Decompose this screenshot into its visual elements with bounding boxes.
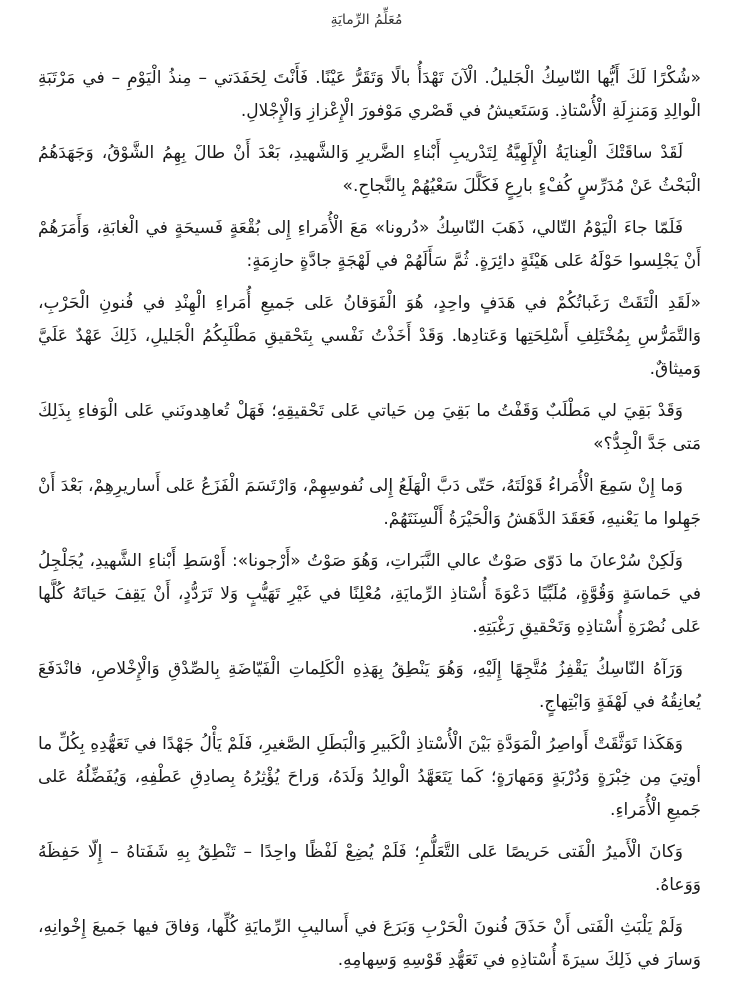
paragraph-9: وَهَكَذا تَوَثَّقَتْ أَواصِرُ الْمَوَدَّةِ بَيْنَ الْأُسْتاذِ الْكَبيرِ وَالْبَطَلِ الصَّغيرِ، فَلَمْ يَأْلُ جَهْدًا في تَعَهُّدِهِ بِكُلِّ ما أوتِيَ مِن خِبْرَةٍ وَدُرْبَةٍ وَمَهارَةٍ؛ كَما يَتَعَهَّدُ الْوالِدُ وَلَدَهُ، وَراحَ يُؤْثِرُهُ بِصادِقِ عَطْفِهِ، وَيُفَضِّلُهُ عَلى جَميعِ الْأُمَراءِ. bbox=[38, 734, 701, 820]
paragraph-11: وَلَمْ يَلْبَثِ الْفَتى أَنْ حَذَقَ فُنونَ الْحَرْبِ وَبَرَعَ في أَساليبِ الرِّمايَةِ كُلِّها، وَفاقَ فيها جَميعَ إِخْوانِهِ، وَسارَ في ذَلِكَ سيرَةَ أُسْتاذِهِ في تَعَهُّدِ قَوْسِهِ وَسِهامِهِ. bbox=[38, 917, 701, 970]
paragraph-8: وَرَآهُ النّاسِكُ يَقْفِزُ مُتَّجِهًا إِلَيْهِ، وَهُوَ يَنْطِقُ بِهَذِهِ الْكَلِماتِ الْفَيّاضَةِ بِالصِّدْقِ وَالْإِخْلاصِ، فانْدَفَعَ يُعانِقُهُ في لَهْفَةٍ وَابْتِهاجٍ. bbox=[38, 659, 701, 712]
paragraph-1: «شُكْرًا لَكَ أَيُّها النّاسِكُ الْجَليلُ. الْآنَ تَهْدَأُ بالًا وَتَقَرُّ عَيْنًا. فَأَنْتَ لِحَفَدَتي – مِنذُ الْيَوْمِ – في مَرْتَبَةِ الْوالِدِ وَمَنزِلَةِ الْأُسْتاذِ. وَسَتَعيشُ في قَصْري مَوْفورَ الْإِعْزازِ وَالْإِجْلالِ. bbox=[38, 68, 701, 121]
paragraph-2: لَقَدْ ساقَتْكَ الْعِنايَةُ الْإِلَهِيَّةُ لِتَدْريبِ أَبْناءِ الضَّريرِ وَالشَّهيدِ، بَعْدَ أَنْ طالَ بِهِمُ الشَّوْقُ، وَجَهَدَهُمُ الْبَحْثُ عَنْ مُدَرِّسٍ كُفْءٍ بارِعٍ فَكَلَّلَ سَعْيُهُمْ بِالنَّجاحِ.» bbox=[38, 143, 701, 196]
story-body bbox=[38, 62, 701, 986]
paragraph-10: وَكانَ الْأَميرُ الْفَتى حَريصًا عَلى التَّعَلُّمِ؛ فَلَمْ يُضِعْ لَفْظًا واحِدًا – تَنْطِقُ بِهِ شَفَتاهُ – إِلّا حَفِظَهُ وَوَعاهُ. bbox=[38, 842, 701, 895]
paragraph-7: وَلَكِنْ سُرْعانَ ما دَوّى صَوْتٌ عالي النَّبَراتِ، وَهُوَ صَوْتُ «أَرْجونا»: أَوْسَطِ أَبْناءِ الشَّهيدِ، يُجَلْجِلُ في حَماسَةٍ وَقُوَّةٍ، مُلَبِّيًا دَعْوَةَ أُسْتاذِ الرِّمايَةِ، مُعْلِنًا في غَيْرِ تَهَيُّبٍ وَلا تَرَدُّدٍ، أَنْ يَقِفَ حَياتَهُ كُلَّها عَلى نُصْرَةِ أُسْتاذِهِ وَتَحْقيقِ رَغْبَتِهِ. bbox=[38, 551, 701, 637]
paragraph-6: وَما إِنْ سَمِعَ الْأُمَراءُ قَوْلَتَهُ، حَتّى دَبَّ الْهَلَعُ إِلى نُفوسِهِمْ، وَارْتَسَمَ الْفَزَعُ عَلى أَساريرِهِمْ، بَعْدَ أَنْ جَهِلوا ما يَعْنيهِ، فَعَقَدَ الدَّهَشُ وَالْحَيْرَةُ أَلْسِنَتَهُمْ. bbox=[38, 476, 701, 529]
page-title: مُعَلِّمُ الرِّمايَةِ bbox=[330, 12, 403, 28]
paragraph-3: فَلَمّا جاءَ الْيَوْمُ التّالي، ذَهَبَ النّاسِكُ «دُرونا» مَعَ الْأُمَراءِ إِلى بُقْعَةٍ فَسيحَةٍ في الْغابَةِ، وَأَمَرَهُمْ أَنْ يَجْلِسوا حَوْلَهُ عَلى هَيْئَةٍ دائِرَةٍ. ثُمَّ سَأَلَهُمْ في لَهْجَةٍ جادَّةٍ حازِمَةٍ: bbox=[38, 218, 701, 271]
paragraph-5: وَقَدْ بَقِيَ لي مَطْلَبٌ وَقَفْتُ ما بَقِيَ مِن حَياتي عَلى تَحْقيقِهِ؛ فَهَلْ تُعاهِدونَني عَلى الْوَفاءِ بِذَلِكَ مَتى جَدَّ الْجِدُّ؟» bbox=[38, 401, 701, 454]
paragraph-4: «لَقَدِ الْتَقَتْ رَغَباتُكُمْ في هَدَفٍ واحِدٍ، هُوَ الْفَوَقانُ عَلى جَميعِ أُمَراءِ الْهِنْدِ في فُنونِ الْحَرْبِ، وَالتَّمَرُّسِ بِمُخْتَلِفِ أَسْلِحَتِها وَعَتادِها. وَقَدْ أَخَذْتُ نَفْسي بِتَحْقيقِ مَطْلَبِكُمُ الْجَليلِ، ذَلِكَ عَهْدٌ عَلَيَّ وَميثاقٌ. bbox=[38, 293, 701, 379]
